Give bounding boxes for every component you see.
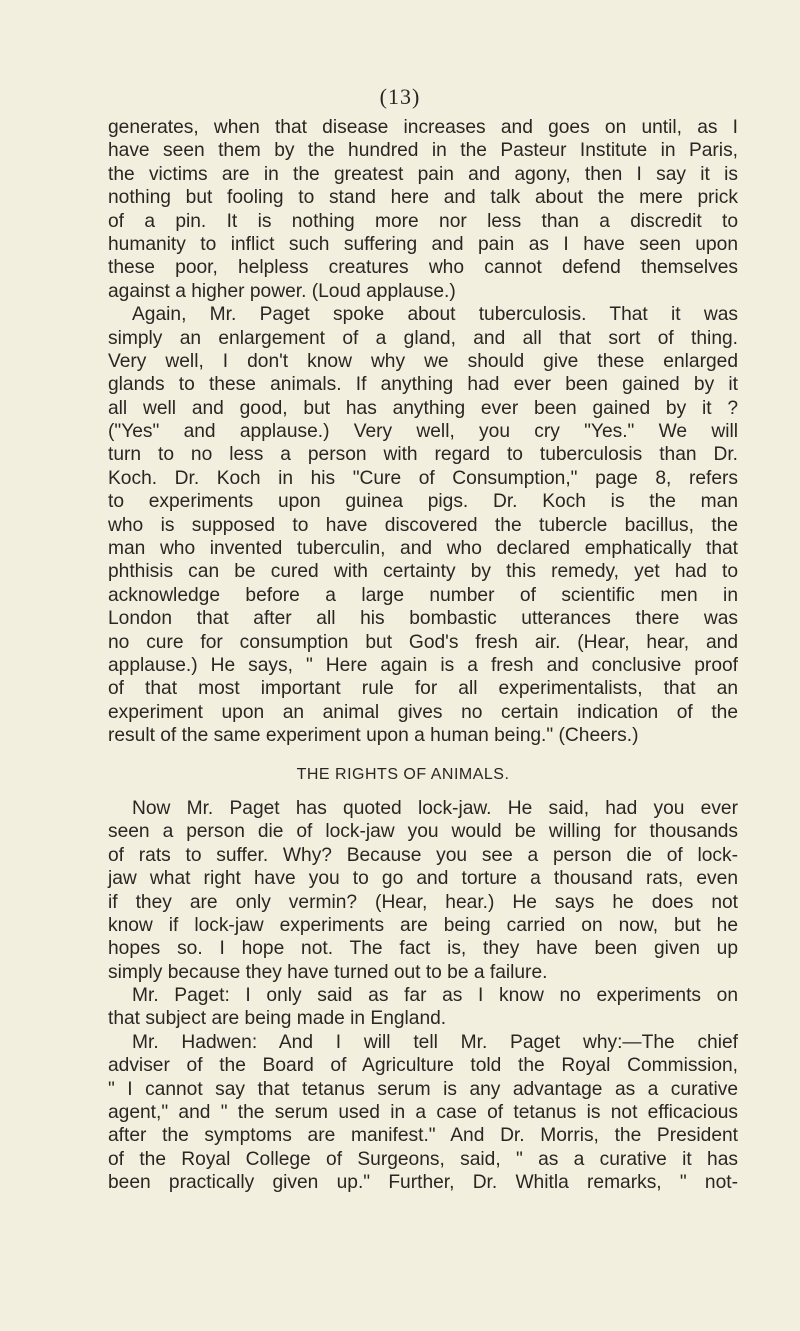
- text-line: adviser of the Board of Agriculture told the Royal Commission,: [108, 1055, 738, 1077]
- text-line: to experiments upon guinea pigs. Dr. Koch is the man: [108, 491, 738, 513]
- text-line: of rats to suffer. Why? Because you see a person die of lock-: [108, 844, 738, 866]
- paragraph-4: [108, 984, 738, 1031]
- text-line: Mr. Paget: I only said as far as I know no experiments on: [132, 985, 738, 1007]
- text-line: after the symptoms are manifest." And Dr. Morris, the President: [108, 1125, 738, 1147]
- page-number: (13): [379, 84, 421, 109]
- text-line: glands to these animals. If anything had ever been gained by it: [108, 374, 738, 396]
- text-line: jaw what right have you to go and torture a thousand rats, even: [108, 868, 738, 890]
- paragraph-5: [108, 1031, 738, 1195]
- body-text: [108, 116, 738, 1195]
- text-line: Now Mr. Paget has quoted lock-jaw. He said, had you ever: [132, 797, 738, 819]
- text-line: man who invented tuberculin, and who declared emphatically that: [108, 538, 738, 560]
- text-line: been practically given up." Further, Dr. Whitla remarks, " not-: [108, 1172, 738, 1194]
- text-line: nothing but fooling to stand here and talk about the mere prick: [108, 187, 738, 209]
- text-line: ("Yes" and applause.) Very well, you cry "Yes." We will: [108, 421, 738, 443]
- text-line: simply because they have turned out to be a failure.: [108, 961, 548, 983]
- text-line: know if lock-jaw experiments are being carried on now, but he: [108, 914, 738, 936]
- text-line: acknowledge before a large number of scientific men in: [108, 584, 738, 606]
- text-line: simply an enlargement of a gland, and all that sort of thing.: [108, 327, 738, 349]
- text-line: experiment upon an animal gives no certain indication of the: [108, 701, 738, 723]
- text-line: no cure for consumption but God's fresh air. (Hear, hear, and: [108, 631, 738, 653]
- text-line: Very well, I don't know why we should give these enlarged: [108, 350, 738, 372]
- text-line: against a higher power. (Loud applause.): [108, 280, 456, 302]
- paragraph-1: [108, 116, 738, 303]
- text-line: Again, Mr. Paget spoke about tuberculosis. That it was: [132, 304, 738, 326]
- text-line: all well and good, but has anything ever been gained by it ?: [108, 397, 738, 419]
- text-line: generates, when that disease increases and goes on until, as I: [108, 117, 738, 138]
- text-line: of a pin. It is nothing more nor less than a discredit to: [108, 210, 738, 232]
- text-line: of that most important rule for all experimentalists, that an: [108, 678, 738, 700]
- text-line: that subject are being made in England.: [108, 1008, 447, 1030]
- text-line: result of the same experiment upon a human being." (Cheers.): [108, 725, 639, 747]
- text-line: have seen them by the hundred in the Pasteur Institute in Paris,: [108, 140, 738, 162]
- text-line: " I cannot say that tetanus serum is any advantage as a curative: [108, 1078, 738, 1100]
- text-line: Mr. Hadwen: And I will tell Mr. Paget why:—The chief: [132, 1031, 738, 1053]
- text-line: hopes so. I hope not. The fact is, they have been given up: [108, 938, 738, 960]
- text-line: humanity to inflict such suffering and pain as I have seen upon: [108, 233, 738, 255]
- text-line: these poor, helpless creatures who cannot defend themselves: [108, 257, 738, 279]
- text-line: the victims are in the greatest pain and agony, then I say it is: [108, 163, 738, 185]
- text-line: of the Royal College of Surgeons, said, " as a curative it has: [108, 1148, 738, 1170]
- text-line: applause.) He says, " Here again is a fresh and conclusive proof: [108, 654, 738, 676]
- text-line: who is supposed to have discovered the tubercle bacillus, the: [108, 514, 738, 536]
- text-line: phthisis can be cured with certainty by this remedy, yet had to: [108, 561, 738, 583]
- paragraph-2: [108, 303, 738, 747]
- text-line: if they are only vermin? (Hear, hear.) He says he does not: [108, 891, 738, 913]
- section-heading: THE RIGHTS OF ANIMALS.: [296, 765, 510, 783]
- paragraph-3: [108, 797, 738, 984]
- text-line: turn to no less a person with regard to tuberculosis than Dr.: [108, 444, 738, 466]
- text-line: Koch. Dr. Koch in his "Cure of Consumption," page 8, refers: [108, 467, 738, 489]
- text-line: London that after all his bombastic utterances there was: [108, 608, 738, 630]
- text-line: seen a person die of lock-jaw you would be willing for thousands: [108, 821, 738, 843]
- text-line: agent," and " the serum used in a case of tetanus is not efficacious: [108, 1102, 738, 1124]
